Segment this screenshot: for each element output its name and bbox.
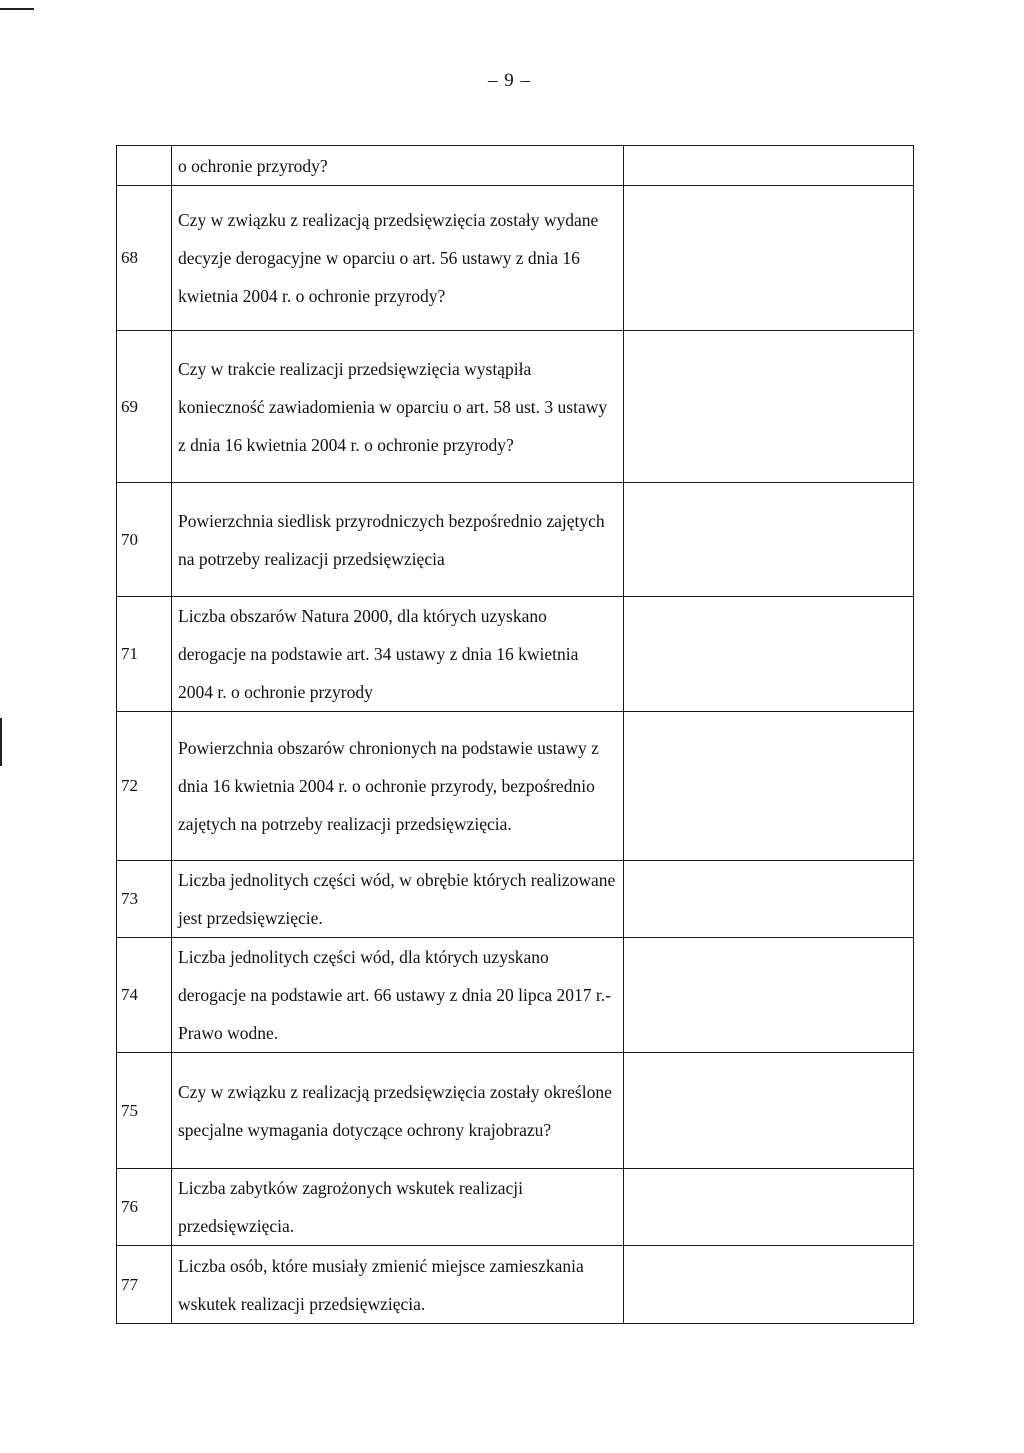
answer-cell[interactable] [624,938,914,1053]
row-number: 77 [117,1246,172,1324]
row-number: 70 [117,483,172,597]
answer-cell[interactable] [624,1053,914,1169]
row-description: Czy w trakcie realizacji przedsięwzięcia wystąpiła konieczność zawiadomienia w oparciu o art. 58 ust. 3 ustawy z dnia 16 kwietnia 2004 r. o ochronie przyrody? [172,331,624,483]
table-row [117,938,914,1053]
row-number [117,146,172,186]
row-number: 68 [117,186,172,331]
answer-cell[interactable] [624,1169,914,1246]
table-row [117,712,914,861]
answer-cell[interactable] [624,1246,914,1324]
questionnaire-table [116,145,914,1324]
table-row [117,861,914,938]
scan-mark-side [0,718,2,766]
table-row [117,1169,914,1246]
table-row [117,597,914,712]
row-number: 72 [117,712,172,861]
table-row [117,483,914,597]
table-row [117,1246,914,1324]
row-description: Liczba obszarów Natura 2000, dla których uzyskano derogacje na podstawie art. 34 ustawy z dnia 16 kwietnia 2004 r. o ochronie przyrody [172,597,624,712]
page-number: – 9 – [488,70,531,91]
answer-cell[interactable] [624,186,914,331]
answer-cell[interactable] [624,146,914,186]
row-number: 76 [117,1169,172,1246]
row-description: Czy w związku z realizacją przedsięwzięcia zostały wydane decyzje derogacyjne w oparciu o art. 56 ustawy z dnia 16 kwietnia 2004 r. o ochronie przyrody? [172,186,624,331]
row-number: 71 [117,597,172,712]
answer-cell[interactable] [624,712,914,861]
row-description: Liczba jednolitych części wód, dla których uzyskano derogacje na podstawie art. 66 ustawy z dnia 20 lipca 2017 r.- Prawo wodne. [172,938,624,1053]
row-description: Powierzchnia siedlisk przyrodniczych bezpośrednio zajętych na potrzeby realizacji przedsięwzięcia [172,483,624,597]
scan-mark-top [0,8,34,10]
answer-cell[interactable] [624,483,914,597]
row-number: 69 [117,331,172,483]
table-row [117,146,914,186]
row-description: Powierzchnia obszarów chronionych na podstawie ustawy z dnia 16 kwietnia 2004 r. o ochronie przyrody, bezpośrednio zajętych na potrzeby realizacji przedsięwzięcia. [172,712,624,861]
row-number: 74 [117,938,172,1053]
row-description: o ochronie przyrody? [172,146,624,186]
table-row [117,331,914,483]
answer-cell[interactable] [624,331,914,483]
answer-cell[interactable] [624,597,914,712]
row-number: 75 [117,1053,172,1169]
row-description: Liczba zabytków zagrożonych wskutek realizacji przedsięwzięcia. [172,1169,624,1246]
table-row [117,1053,914,1169]
table-row [117,186,914,331]
answer-cell[interactable] [624,861,914,938]
row-description: Liczba jednolitych części wód, w obrębie których realizowane jest przedsięwzięcie. [172,861,624,938]
row-description: Liczba osób, które musiały zmienić miejsce zamieszkania wskutek realizacji przedsięwzięcia. [172,1246,624,1324]
row-description: Czy w związku z realizacją przedsięwzięcia zostały określone specjalne wymagania dotyczące ochrony krajobrazu? [172,1053,624,1169]
row-number: 73 [117,861,172,938]
